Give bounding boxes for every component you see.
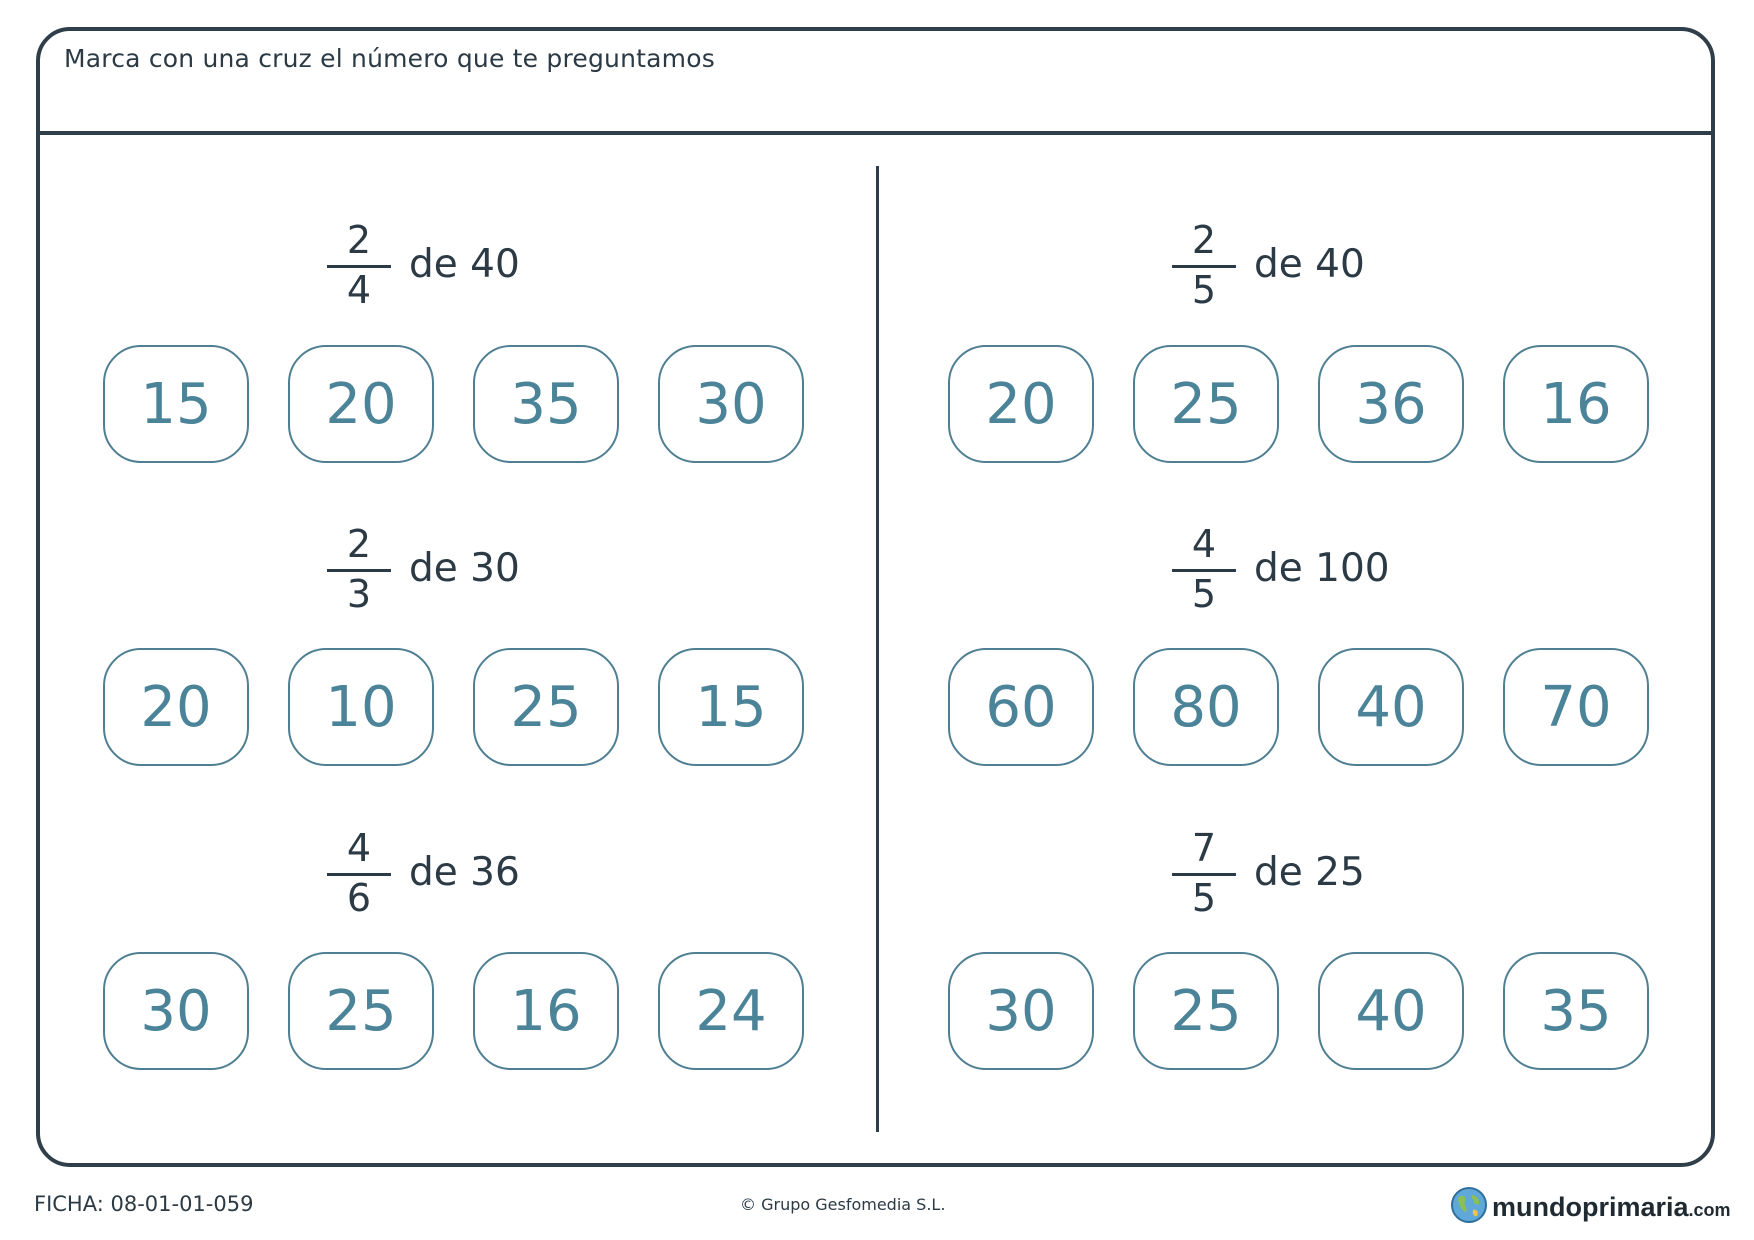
answer-option[interactable]: 10 (288, 648, 434, 766)
answer-option[interactable]: 16 (1503, 345, 1649, 463)
answer-option[interactable]: 20 (948, 345, 1094, 463)
fraction (1172, 214, 1236, 314)
fraction-denominator: 5 (1191, 572, 1217, 616)
copyright-notice: © Grupo Gesfomedia S.L. (740, 1195, 946, 1214)
answer-option[interactable]: 16 (473, 952, 619, 1070)
answer-option[interactable]: 36 (1318, 345, 1464, 463)
fraction-denominator: 6 (346, 876, 372, 920)
answer-option[interactable]: 15 (103, 345, 249, 463)
header-divider (38, 131, 1714, 135)
answer-option[interactable]: 30 (103, 952, 249, 1070)
fraction (327, 214, 391, 314)
answer-option[interactable]: 35 (1503, 952, 1649, 1070)
instruction-text: Marca con una cruz el número que te preguntamos (64, 44, 715, 73)
answer-option[interactable]: 24 (658, 952, 804, 1070)
answer-option[interactable]: 35 (473, 345, 619, 463)
of-quantity: de 100 (1254, 546, 1390, 591)
fraction (327, 822, 391, 922)
answer-option[interactable]: 15 (658, 648, 804, 766)
fraction-numerator: 2 (1191, 218, 1217, 262)
fraction-denominator: 3 (346, 572, 372, 616)
of-quantity: de 30 (409, 546, 520, 591)
fraction-numerator: 4 (1191, 522, 1217, 566)
answer-option[interactable]: 40 (1318, 952, 1464, 1070)
answer-option[interactable]: 30 (658, 345, 804, 463)
fraction-numerator: 4 (346, 826, 372, 870)
worksheet-id: FICHA: 08-01-01-059 (34, 1192, 254, 1216)
answer-option[interactable]: 60 (948, 648, 1094, 766)
globe-icon (1450, 1186, 1488, 1224)
answer-option[interactable]: 25 (1133, 345, 1279, 463)
fraction-denominator: 4 (346, 268, 372, 312)
of-quantity: de 40 (1254, 242, 1365, 287)
answer-option[interactable]: 25 (473, 648, 619, 766)
answer-option[interactable]: 25 (1133, 952, 1279, 1070)
of-quantity: de 25 (1254, 850, 1365, 895)
answer-option[interactable]: 40 (1318, 648, 1464, 766)
answer-option[interactable]: 30 (948, 952, 1094, 1070)
of-quantity: de 36 (409, 850, 520, 895)
fraction-denominator: 5 (1191, 876, 1217, 920)
fraction-numerator: 2 (346, 522, 372, 566)
fraction-numerator: 7 (1191, 826, 1217, 870)
fraction-numerator: 2 (346, 218, 372, 262)
fraction (1172, 822, 1236, 922)
of-quantity: de 40 (409, 242, 520, 287)
column-divider (876, 166, 879, 1132)
logo-main-text: mundoprimaria (1492, 1192, 1689, 1222)
answer-option[interactable]: 20 (288, 345, 434, 463)
answer-option[interactable]: 25 (288, 952, 434, 1070)
logo-wordmark (1492, 1192, 1731, 1223)
logo-domain-text: .com (1688, 1200, 1731, 1220)
fraction (1172, 518, 1236, 618)
fraction (327, 518, 391, 618)
answer-option[interactable]: 70 (1503, 648, 1649, 766)
fraction-denominator: 5 (1191, 268, 1217, 312)
answer-option[interactable]: 20 (103, 648, 249, 766)
answer-option[interactable]: 80 (1133, 648, 1279, 766)
